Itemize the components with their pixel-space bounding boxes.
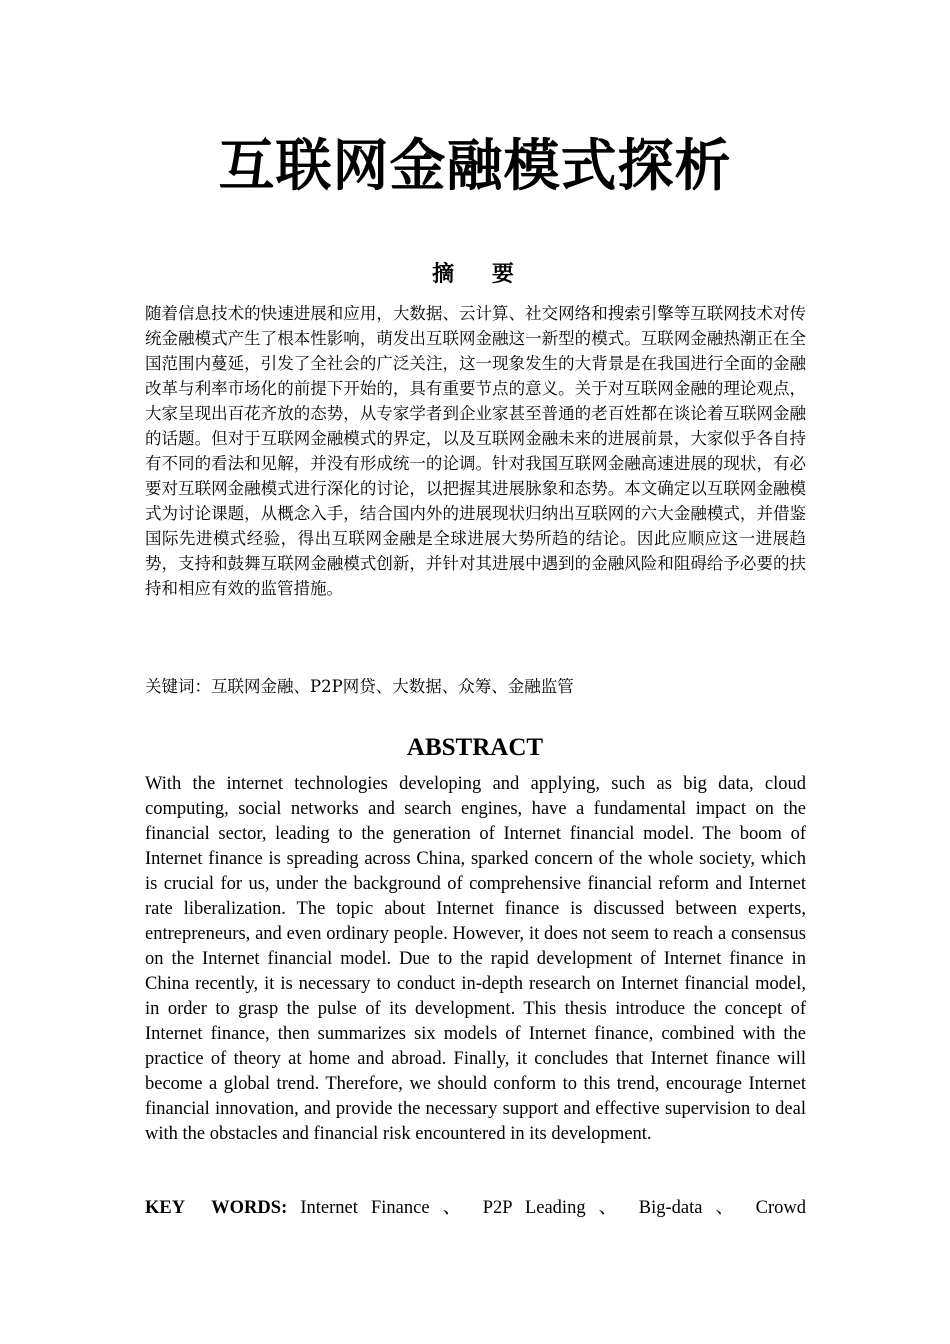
keywords-cn xyxy=(145,674,806,699)
abstract-en-heading: ABSTRACT xyxy=(406,734,544,761)
keywords-en-label: KEY WORDS: xyxy=(145,1198,288,1218)
keywords-en-list: Internet Finance 、 P2P Leading 、 Big-data 、 Crowd xyxy=(300,1198,806,1218)
keywords-cn-list: 互联网金融、P2P网贷、大数据、众筹、金融监管 xyxy=(211,677,574,696)
keywords-cn-label: 关键词： xyxy=(145,677,211,696)
abstract-cn-body: 随着信息技术的快速进展和应用，大数据、云计算、社交网络和搜索引擎等互联网技术对传统金融模式产生了根本性影响，萌发出互联网金融这一新型的模式。互联网金融热潮正在全国范围内蔓延，引发了全社会的广泛关注，这一现象发生的大背景是在我国进行全面的金融改革与利率市场化的前提下开始的，具有重要节点的意义。关于对互联网金融的理论观点，大家呈现出百花齐放的态势，从专家学者到企业家甚至普通的老百姓都在谈论着互联网金融的话题。但对于互联网金融模式的界定，以及互联网金融未来的进展前景，大家似乎各自持有不同的看法和见解，并没有形成统一的论调。针对我国互联网金融高速进展的现状，有必要对互联网金融模式进行深化的讨论，以把握其进展脉象和态势。本文确定以互联网金融模式为讨论课题，从概念入手，结合国内外的进展现状归纳出互联网的六大金融模式，并借鉴国际先进模式经验，得出互联网金融是全球进展大势所趋的结论。因此应顺应这一进展趋势，支持和鼓舞互联网金融模式创新，并针对其进展中遇到的金融风险和阻碍给予必要的扶持和相应有效的监管措施。 xyxy=(145,304,806,598)
abstract-en-body: With the internet technologies developing and applying, such as big data, cloud computing, social networks and search engines, have a fundamental impact on the financial sector, leading to the generation of Internet financial model. The boom of Internet finance is spreading across China, sparked concern of the whole society, which is crucial for us, under the background of comprehensive financial reform and Internet rate liberalization. The topic about Internet finance is discussed between experts, entrepreneurs, and even ordinary people. However, it does not seem to reach a consensus on the Internet financial model. Due to the rapid development of Internet finance in China recently, it is necessary to conduct in-depth research on Internet financial model, in order to grasp the pulse of its development. This thesis introduce the concept of Internet finance, then summarizes six models of Internet finance, combined with the practice of theory at home and abroad. Finally, it concludes that Internet finance will become a global trend. Therefore, we should conform to this trend, encourage Internet financial innovation, and provide the necessary support and effective supervision to deal with the obstacles and financial risk encountered in its development. xyxy=(145,774,806,1144)
keywords-en xyxy=(145,1196,806,1221)
paper-title: 互联网金融模式探析 xyxy=(218,133,732,199)
abstract-cn-heading: 摘 要 xyxy=(432,262,518,287)
